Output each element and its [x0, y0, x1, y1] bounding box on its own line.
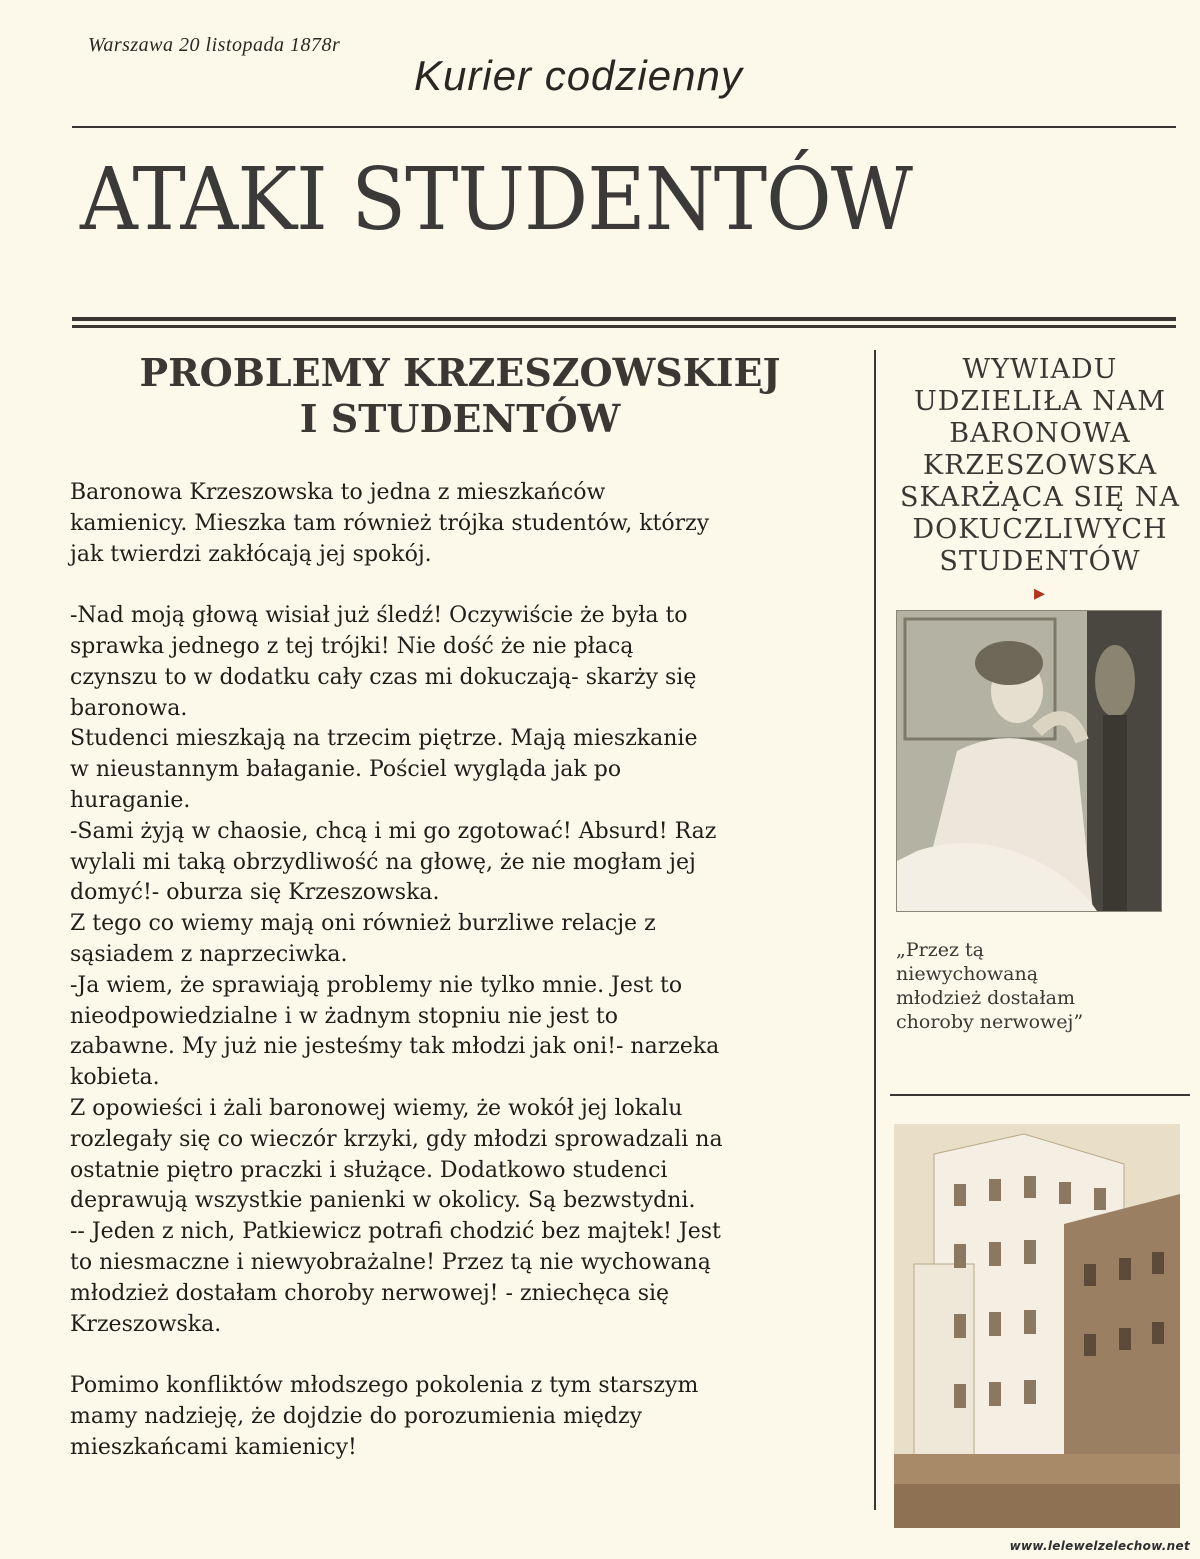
- masthead: Kurier codzienny: [414, 52, 743, 99]
- article-line: -- Jeden z nich, Patkiewicz potrafi chodzić bez majtek! Jest: [70, 1219, 721, 1245]
- article-line: kamienicy. Mieszka tam również trójka studentów, którzy: [70, 510, 710, 536]
- article-line: Pomimo konfliktów młodszego pokolenia z tym starszym: [70, 1373, 699, 1399]
- sidebar-headline-last: [880, 546, 1200, 610]
- pull-quote-line: choroby nerwowej”: [896, 1011, 1084, 1033]
- article-line: sąsiadem z naprzeciwka.: [70, 941, 348, 967]
- article-line: huraganie.: [70, 787, 191, 813]
- article-line: mamy nadzieję, że dojdzie do porozumienia między: [70, 1403, 642, 1429]
- header-top-rule: [72, 126, 1176, 128]
- paragraph-gap: [70, 570, 860, 601]
- bullet-mark-icon: ▸: [1033, 581, 1047, 606]
- article-line: Z opowieści i żali baronowej wiemy, że wokół jej lokalu: [70, 1095, 683, 1121]
- header-double-rule-top: [72, 317, 1176, 321]
- header-double-rule-bottom: [72, 325, 1176, 328]
- pull-quote-line: niewychowaną: [896, 963, 1039, 985]
- article-line: młodzież dostałam choroby nerwowej! - zniechęca się: [70, 1280, 670, 1306]
- article-line: Studenci mieszkają na trzecim piętrze. Mają mieszkanie: [70, 726, 698, 752]
- article-line: -Ja wiem, że sprawiają problemy nie tylko mnie. Jest to: [70, 972, 683, 998]
- sidebar-headline-line: DOKUCZLIWYCH: [912, 514, 1168, 545]
- article-body: [70, 478, 860, 1464]
- article-line: Baronowa Krzeszowska to jedna z mieszkańców: [70, 480, 606, 505]
- sidebar-headline-line: SKARŻĄCA SIĘ NA: [900, 482, 1180, 513]
- article-line: wylali mi taką obrzydliwość na głowę, że nie mogłam jej: [70, 849, 696, 875]
- article-line: baronowa.: [70, 695, 188, 721]
- article-line: nieodpowiedzialne i w żadnym stopniu nie jest to: [70, 1003, 619, 1029]
- watermark: www.lelewelzelechow.net: [1009, 1539, 1190, 1553]
- dateline: Warszawa 20 listopada 1878r: [88, 34, 341, 56]
- article-line: zabawne. My już nie jesteśmy tak młodzi jak oni!- narzeka: [70, 1034, 720, 1060]
- headline: ATAKI STUDENTÓW: [80, 150, 913, 250]
- sidebar-headline-line: WYWIADU: [962, 354, 1118, 385]
- article-line: kobieta.: [70, 1065, 160, 1091]
- article-line: mieszkańcami kamienicy!: [70, 1434, 357, 1460]
- article-line: sprawka jednego z tej trójki! Nie dość że nie płacą: [70, 633, 634, 659]
- article-line: w nieustannym bałaganie. Pościel wygląda jak po: [70, 757, 622, 783]
- article-title: [70, 350, 850, 442]
- article-line: to niesmaczne i niewyobrażalne! Przez tą nie wychowaną: [70, 1249, 711, 1275]
- portrait-illustration: [896, 610, 1162, 912]
- article-line: Z tego co wiemy mają oni również burzliwe relacje z: [70, 911, 656, 937]
- article-line: -Nad moją głową wisiał już śledź! Oczywiście że była to: [70, 603, 688, 629]
- article-line: czynszu to w dodatku cały czas mi dokuczają- skarży się: [70, 664, 697, 690]
- pull-quote-line: „Przez tą: [896, 939, 984, 961]
- sidebar-headline-line: BARONOWA: [949, 418, 1131, 449]
- article-line: ostatnie piętro praczki i służące. Dodatkowo studenci: [70, 1157, 668, 1183]
- column-divider: [874, 350, 876, 1510]
- article-title-line: I STUDENTÓW: [299, 396, 621, 441]
- sidebar-divider: [890, 1094, 1190, 1096]
- sidebar-headline-line: UDZIELIŁA NAM: [913, 386, 1167, 417]
- article-line: -Sami żyją w chaosie, chcą i mi go zgotować! Absurd! Raz: [70, 818, 717, 844]
- sidebar-headline: [880, 354, 1200, 610]
- article-line: deprawują wszystkie panienki w okolicy. Są bezwstydni.: [70, 1188, 696, 1214]
- article-line: jak twierdzi zakłócają jej spokój.: [70, 541, 432, 567]
- pull-quote: [896, 938, 1186, 1034]
- sidebar-headline-line: STUDENTÓW: [939, 546, 1141, 577]
- article-line: Krzeszowska.: [70, 1311, 222, 1337]
- article-line: domyć!- oburza się Krzeszowska.: [70, 880, 440, 906]
- pull-quote-line: młodzież dostałam: [896, 987, 1075, 1009]
- sidebar-headline-line: KRZESZOWSKA: [922, 450, 1158, 481]
- paragraph-gap: [70, 1340, 860, 1371]
- article-title-line: PROBLEMY KRZESZOWSKIEJ: [139, 350, 781, 395]
- article-line: rozlegały się co wieczór krzyki, gdy młodzi sprowadzali na: [70, 1126, 723, 1152]
- building-photo: [894, 1124, 1180, 1528]
